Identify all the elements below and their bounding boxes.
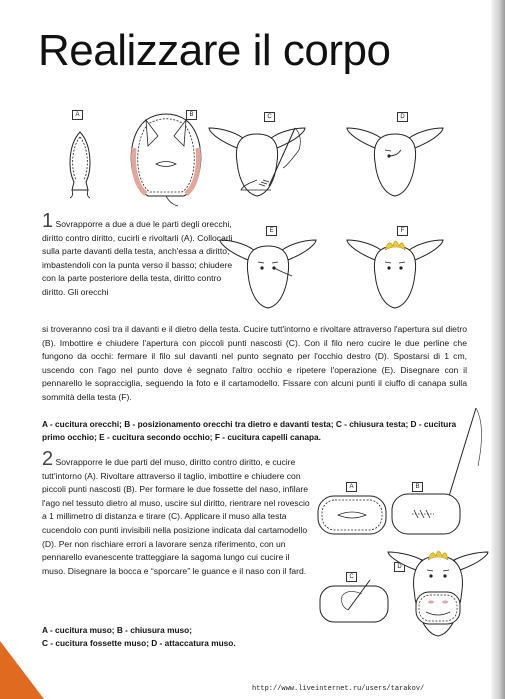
ear-illustration: [60, 110, 100, 200]
figure-label: D: [394, 562, 405, 572]
figure-label: B: [186, 110, 197, 120]
muzzle-sewing-illustration: [316, 478, 388, 538]
figure-bottom-d: [386, 540, 490, 640]
step1-paragraph-b: si troveranno così tra il davanti e il dietro della testa. Cucire tutt'intorno e rivoltare attraverso l'apertura sul dietro (B). Imbottire e chiudere l'apertura con piccoli punti nascosti (C). Con il filo nero cucire le due perline che fungono da occhi: fermare il filo sul davanti nel punto segnato per l'occhio destro (D). Spostarsi di 1 cm, uscendo con l'ago nel punto dove è segnato l'altro occhio e ripetere l'operazione (E). Disegnare con il pennarello le sopracciglia, seguendo la foto e il cartamodello. Fissare con alcuni punti il ciuffo di canapa sulla sommità della testa (F).: [42, 324, 467, 402]
step2-caption: [42, 624, 322, 650]
figure-bottom-c: [318, 566, 390, 626]
figure-label: D: [397, 112, 408, 122]
page-corner-accent: [0, 641, 44, 699]
muzzle-nostril-illustration: [318, 566, 390, 626]
figure-bottom-a: [316, 478, 388, 538]
head-first-eye-illustration: [345, 110, 445, 210]
muzzle-attached-illustration: [386, 540, 490, 640]
step2-caption-b: C - cucitura fossette muso; D - attaccatura muso.: [42, 638, 236, 648]
step1-paragraph-a: [42, 210, 236, 300]
figure-label: A: [72, 110, 83, 120]
step2-caption-a: A - cucitura muso; B - chiusura muso;: [42, 625, 192, 635]
head-back-illustration: [126, 108, 206, 208]
step1-text-a: Sovrapporre a due a due le parti degli orecchi, diritto contro diritto, cucirli e rivoltarli (A). Collocarli sulla parte davanti della testa, anch'essa a diritto, imbastendoli con la punta verso il basso; chiudere con la parte posteriore della testa, diritto contro diritto. Gli orecchi: [42, 219, 233, 297]
muzzle-closing-illustration: [390, 406, 490, 538]
figure-top-a: [60, 110, 100, 200]
page-title: Realizzare il corpo: [38, 26, 391, 75]
step2-number: 2: [42, 448, 54, 470]
figure-top-f: [345, 226, 445, 326]
figure-bottom-b: [390, 406, 490, 538]
page-number: 42: [14, 652, 27, 664]
figure-top-b: [126, 108, 206, 208]
step1-caption: A - cucitura orecchi; B - posizionamento orecchi tra dietro e davanti testa; C - chiusura testa; D - cucitura primo occhio; E - cucitura secondo occhio; F - cucitura capelli canapa.: [42, 419, 457, 442]
page-binding-shadow: [491, 0, 505, 699]
figure-label: C: [264, 112, 275, 122]
head-hair-illustration: [345, 226, 445, 326]
figure-label: B: [412, 482, 423, 492]
figure-top-c: [207, 110, 307, 210]
step2-text: Sovrapporre le due parti del muso, diritto contro diritto, e cucire tutt'intorno (A). Rivoltare attraverso il taglio, imbottire e chiudere con piccoli punti nascosti (B). Per formare le due fossette del naso, infilare l'ago nel tessuto dietro al muso, uscire sul diritto, rientrare nel rovescio a 1 millimetro di distanza e tirare (C). Applicare il muso alla testa cucendolo con punti invisibili nella posizione indicata dal cartamodello (D). Per non rischiare errori a lavorare senza riferimento, con un pennarello evanescente tratteggiare la sagoma lungo cui cucire il muso. Disegnare la bocca e “sporcare” le guance e il naso con il fard.: [42, 457, 310, 576]
figure-label: C: [346, 572, 357, 582]
figure-top-d: [345, 110, 445, 210]
source-url: http://www.liveinternet.ru/users/tarakov/: [252, 685, 425, 693]
figure-label: A: [346, 482, 357, 492]
step1-number: 1: [42, 210, 54, 232]
step2-paragraph: [42, 448, 310, 578]
figure-label: E: [266, 226, 277, 236]
figure-label: F: [397, 226, 408, 236]
head-closing-illustration: [207, 110, 307, 210]
